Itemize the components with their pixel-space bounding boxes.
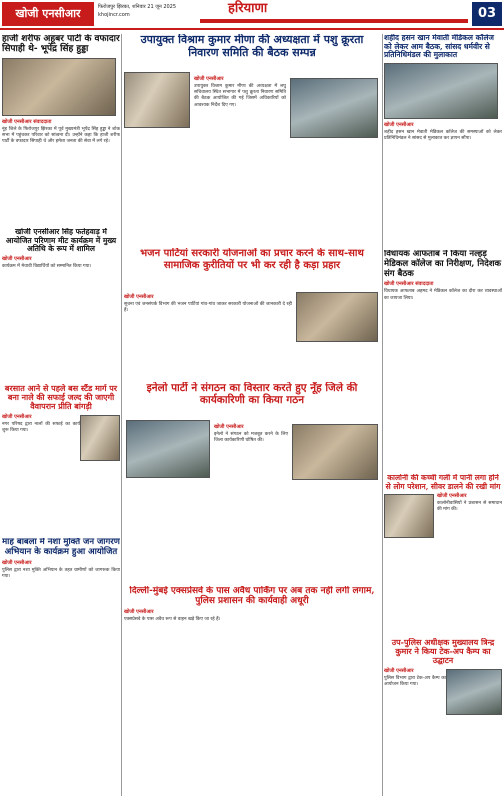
headline: विधायक आफताब ने किया नल्हड़ मेडिकल कॉलेज का निरीक्षण, निदेशक संग बैठक	[384, 250, 502, 279]
column-rule	[121, 34, 122, 796]
headline: उपायुक्त विश्राम कुमार मीणा की अध्यक्षता में पशु क्रूरता निवारण समिति की बैठक सम्पन्न	[140, 34, 364, 59]
byline: खोजी एनसीआर	[214, 424, 244, 430]
photo	[384, 494, 434, 538]
headline: उप-पुलिस अधीक्षक मुख्यालय त्रिन्द्र कुमार ने किया टेक-अप कैम्प का उद्घाटन	[391, 638, 495, 666]
byline: खोजी एनसीआर	[2, 413, 32, 420]
body: नगर परिषद द्वारा नालों की सफाई का कार्य शुरू किया गया।	[2, 421, 80, 433]
headline: बरसात आने से पहले बस स्टैंड मार्ग पर बना नाले की सफाई जल्द की जाएगी वैवापरान प्रीति बांगड़ी	[4, 384, 118, 412]
byline: खोजी एनसीआर	[384, 121, 414, 128]
body: उपायुक्त विश्राम कुमार मीणा की अध्यक्षता में लघु सचिवालय स्थित सभागार में पशु क्रूरता निवारण समिति की बैठक आयोजित की गई जिसमें अधिकारियों को आवश्यक निर्देश दिए गए।	[194, 84, 286, 108]
paper-name: खोजी एनसीआर	[2, 2, 94, 26]
body: विधायक आफताब अहमद ने मेडिकल कॉलेज का दौरा कर व्यवस्थाओं का जायजा लिया।	[384, 289, 502, 301]
body: कार्यक्रम में मेधावी विद्यार्थियों को सम्मानित किया गया।	[2, 263, 92, 269]
byline: खोजी एनसीआर संवाददाता	[384, 281, 434, 288]
website: khojincr.com	[98, 12, 130, 18]
byline: खोजी एनसीआर	[2, 559, 32, 566]
article-colony-water	[384, 474, 502, 634]
masthead	[0, 0, 504, 30]
article-inld	[124, 382, 380, 582]
byline: खोजी एनसीआर संवाददाता	[2, 118, 52, 125]
byline: खोजी एनसीआर	[124, 294, 154, 300]
article-bhajan	[124, 248, 380, 378]
headline: हाजी शरीफ अहूबर पार्टी के वफादार सिपाही थे- भूपेंद्र सिंह हुड्डा	[2, 34, 120, 55]
article-hooda	[2, 34, 120, 224]
body: एक्सप्रेसवे के पास अवैध रूप से वाहन खड़े किए जा रहे हैं।	[124, 616, 221, 622]
article-meena	[124, 34, 380, 244]
article-medical-college-mp	[384, 34, 502, 246]
byline: खोजी एनसीआर	[437, 493, 467, 500]
article-result-meet	[2, 228, 120, 378]
column-rule	[382, 34, 383, 796]
article-expressway-parking	[124, 586, 380, 796]
headline: भजन पार्टियां सरकारी योजनाओं का प्रचार करने के साथ-साथ सामाजिक कुरीतियों पर भी कर रही है कड़ा प्रहार	[140, 248, 364, 271]
section-rule	[200, 19, 468, 23]
body: सूचना एवं जनसंपर्क विभाग की भजन पार्टियां गांव-गांव जाकर सरकारी योजनाओं की जानकारी दे रही हैं।	[124, 302, 292, 314]
article-nasha-mukti	[2, 538, 120, 796]
headline: माह बाबला में नशा मुक्ति जन जागरण अभियान के कार्यक्रम हुआ आयोजित	[2, 538, 120, 557]
body: नूंह जिले के फिरोजपुर झिरका में पूर्व मुख्यमंत्री भूपेंद्र सिंह हुड्डा ने शोक सभा में पहुंचकर परिवार को सांत्वना दी। उन्होंने कहा कि हाजी शरीफ पार्टी के वफादार सिपाही थे और हमेशा जनता की सेवा में लगे रहे।	[2, 126, 120, 145]
photo	[384, 63, 498, 119]
body: पुलिस विभाग द्वारा टेक-अप कैम्प का आयोजन किया गया।	[384, 675, 446, 687]
article-aftab-inspection	[384, 250, 502, 470]
masthead-meta	[98, 3, 176, 19]
article-bus-stand-drain	[2, 384, 120, 534]
headline: कालोनी की कच्ची गली में पानी लगा होने से लोग परेशान, सीवर डालने की रखी मांग	[385, 474, 501, 491]
photo	[296, 292, 378, 342]
photo	[290, 78, 378, 138]
photo	[124, 72, 190, 128]
byline: खोजी एनसीआर	[2, 255, 32, 262]
headline: खोजी एनसीआर सिंह फतेहवाड़ में आयोजित परिणाम मीट कार्यक्रम में मुख्य अतिथि के रूप में शामिल	[5, 228, 117, 254]
photo	[80, 415, 120, 461]
photo	[292, 424, 378, 480]
article-dsp-camp	[384, 638, 502, 796]
photo	[446, 669, 502, 715]
headline: शहीद हसन खान मेवाती मेडिकल कॉलेज को लेकर आम बैठक, सांसद धर्मवीर से प्रतिनिधिमंडल की मुलाकात	[384, 34, 494, 60]
body: पुलिस द्वारा नशा मुक्ति अभियान के तहत ग्रामीणों को जागरूक किया गया।	[2, 567, 120, 579]
body: शहीद हसन खान मेवाती मेडिकल कॉलेज की समस्याओं को लेकर प्रतिनिधिमंडल ने सांसद से मुलाकात कर ज्ञापन सौंपा।	[384, 129, 502, 142]
byline: खोजी एनसीआर	[194, 76, 224, 82]
dateline: फिरोजपुर झिरका, शनिवार 21 जून 2025	[98, 4, 177, 10]
photo	[2, 58, 116, 116]
byline: खोजी एनसीआर	[124, 608, 154, 615]
headline: इनेलो पार्टी ने संगठन का विस्तार करते हुए नूँह जिले की कार्यकारिणी का किया गठन	[146, 382, 358, 407]
photo	[126, 420, 210, 478]
body: इनेलो ने संगठन को मजबूत करने के लिए जिला कार्यकारिणी घोषित की।	[214, 432, 288, 444]
headline: दिल्ली-मुंबई एक्सप्रेसवे के पास अवैध पार्किंग पर अब तक नहीं लगी लगाम, पुलिस प्रशासन की कार्यवाही अधूरी	[129, 586, 375, 607]
section-title: हरियाणा	[228, 1, 268, 16]
body: कालोनीवासियों ने प्रशासन से समाधान की मांग की।	[437, 501, 502, 513]
byline: खोजी एनसीआर	[384, 667, 414, 674]
page-number: 03	[472, 2, 502, 26]
